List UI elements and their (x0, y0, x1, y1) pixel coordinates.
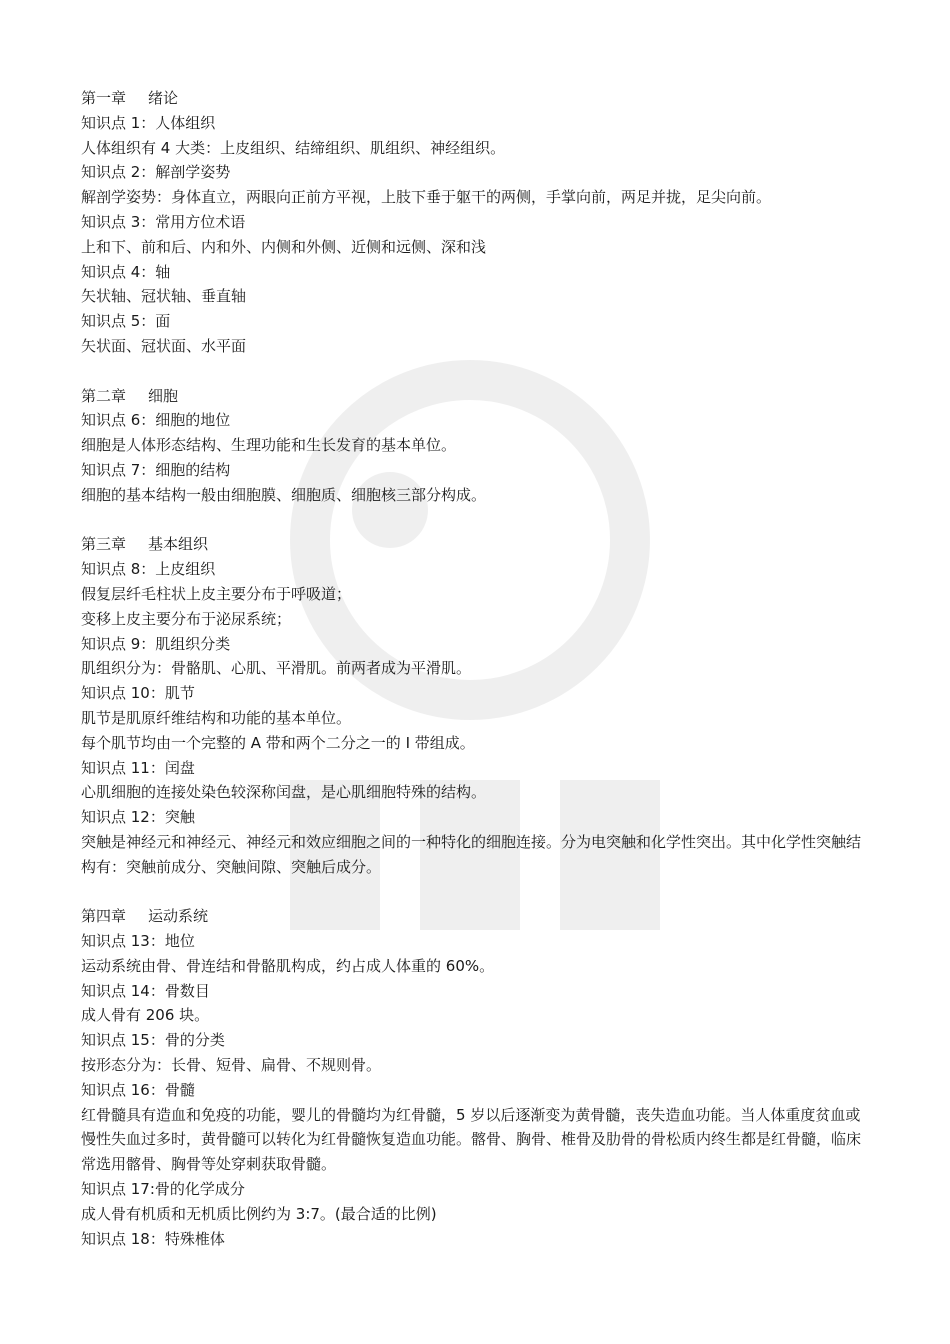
knowledge-point-heading: 知识点 9：肌组织分类 (81, 634, 231, 653)
chapter-heading: 第三章 基本组织 (81, 535, 209, 554)
knowledge-point-heading: 知识点 8：上皮组织 (81, 560, 216, 579)
knowledge-point-heading: 知识点 1：人体组织 (81, 113, 216, 132)
knowledge-point-heading: 知识点 13：地位 (81, 932, 195, 951)
chapter-heading: 第四章 运动系统 (81, 907, 209, 926)
chapter-heading: 第二章 细胞 (81, 386, 179, 405)
knowledge-point-text: 按形态分为：长骨、短骨、扁骨、不规则骨。 (81, 1056, 382, 1075)
knowledge-point-text: 心肌细胞的连接处染色较深称闰盘，是心肌细胞特殊的结构。 (81, 783, 487, 802)
knowledge-point-text: 每个肌节均由一个完整的 A 带和两个二分之一的 I 带组成。 (81, 733, 475, 752)
knowledge-point-text: 假复层纤毛柱状上皮主要分布于呼吸道； (81, 584, 352, 603)
knowledge-point-text: 细胞的基本结构一般由细胞膜、细胞质、细胞核三部分构成。 (81, 485, 487, 504)
knowledge-point-heading: 知识点 5：面 (81, 312, 171, 331)
knowledge-point-heading: 知识点 2：解剖学姿势 (81, 163, 231, 182)
knowledge-point-heading: 知识点 15：骨的分类 (81, 1031, 225, 1050)
knowledge-point-text: 运动系统由骨、骨连结和骨骼肌构成，约占成人体重的 60%。 (81, 956, 495, 975)
knowledge-point-text: 细胞是人体形态结构、生理功能和生长发育的基本单位。 (81, 436, 457, 455)
knowledge-point-text: 成人骨有 206 块。 (81, 1006, 210, 1025)
knowledge-point-text: 成人骨有机质和无机质比例约为 3:7。(最合适的比例) (81, 1204, 437, 1223)
chapter-heading: 第一章 绪论 (81, 89, 179, 107)
knowledge-point-heading: 知识点 7：细胞的结构 (81, 460, 231, 479)
knowledge-point-heading: 知识点 12：突触 (81, 808, 195, 827)
knowledge-point-text: 突触是神经元和神经元、神经元和效应细胞之间的一种特化的细胞连接。分为电突触和化学性突出。其中化学性突触结构有：突触前成分、突触间隙、突触后成分。 (81, 832, 862, 876)
knowledge-point-heading: 知识点 4：轴 (81, 262, 171, 281)
knowledge-point-heading: 知识点 11：闰盘 (81, 758, 195, 777)
knowledge-point-text: 解剖学姿势：身体直立，两眼向正前方平视，上肢下垂于躯干的两侧，手掌向前，两足并拢，足尖向前。 (81, 188, 772, 207)
knowledge-point-heading: 知识点 3：常用方位术语 (81, 212, 246, 231)
knowledge-point-heading: 知识点 14：骨数目 (81, 981, 210, 1000)
knowledge-point-text: 肌组织分为：骨骼肌、心肌、平滑肌。前两者成为平滑肌。 (81, 659, 472, 678)
knowledge-point-heading: 知识点 18：特殊椎体 (81, 1229, 225, 1248)
knowledge-point-text: 人体组织有 4 大类：上皮组织、结缔组织、肌组织、神经组织。 (81, 138, 506, 157)
knowledge-point-heading: 知识点 17:骨的化学成分 (81, 1180, 245, 1199)
knowledge-point-text: 矢状轴、冠状轴、垂直轴 (81, 287, 247, 306)
knowledge-point-text: 矢状面、冠状面、水平面 (81, 336, 247, 355)
knowledge-point-text: 红骨髓具有造血和免疫的功能，婴儿的骨髓均为红骨髓，5 岁以后逐渐变为黄骨髓，丧失造血功能。当人体重度贫血或慢性失血过多时，黄骨髓可以转化为红骨髓恢复造血功能。髂骨、胸骨、椎骨及肋骨的骨松质内终生都是红骨髓，临床常选用髂骨、胸骨等处穿刺获取骨髓。 (81, 1105, 862, 1174)
knowledge-point-text: 上和下、前和后、内和外、内侧和外侧、近侧和远侧、深和浅 (81, 237, 487, 256)
document-body (81, 86, 873, 1251)
knowledge-point-heading: 知识点 6：细胞的地位 (81, 411, 231, 430)
knowledge-point-text: 肌节是肌原纤维结构和功能的基本单位。 (81, 708, 352, 727)
knowledge-point-heading: 知识点 10：肌节 (81, 684, 195, 703)
knowledge-point-text: 变移上皮主要分布于泌尿系统； (81, 609, 292, 628)
knowledge-point-heading: 知识点 16：骨髓 (81, 1080, 195, 1099)
